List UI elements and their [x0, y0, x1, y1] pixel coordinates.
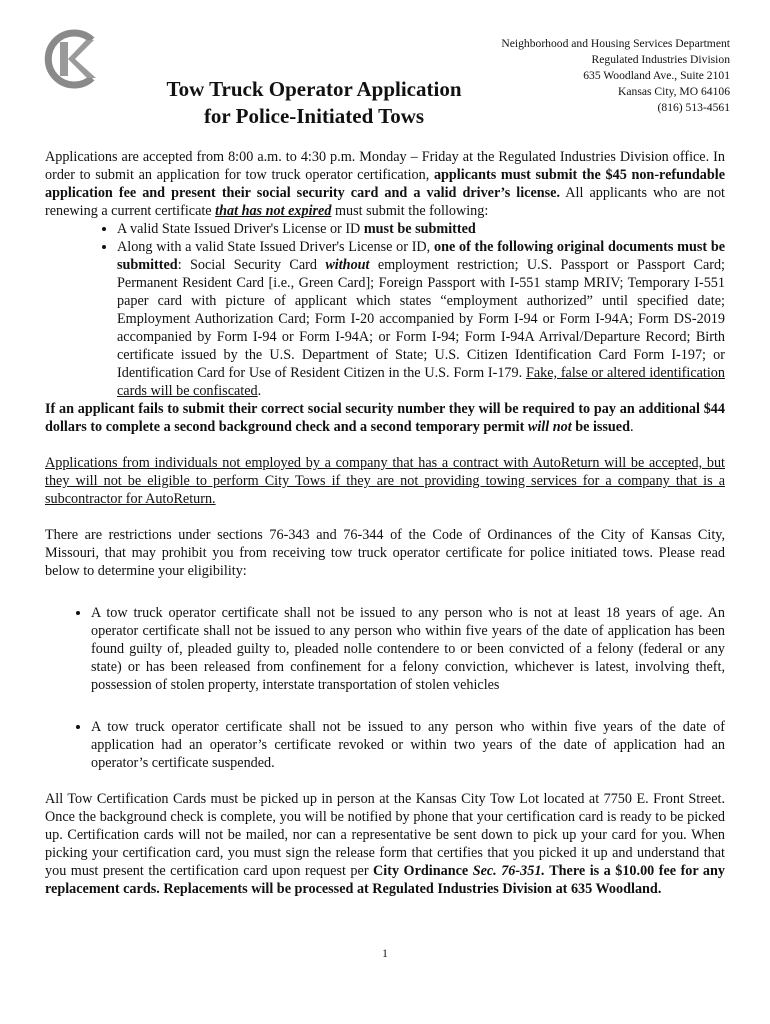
autoreturn-notice: Applications from individuals not employed by a company that has a contract with AutoReturn will be accepted, but they will not be eligible to perform City Tows if they are not providing towing services for a company that is a subcontractor for AutoReturn.	[45, 455, 725, 507]
restrictions-paragraph: There are restrictions under sections 76-343 and 76-344 of the Code of Ordinances of the City of Kansas City, Missouri, that may prohibit you from receiving tow truck operator certificate for police initiated tows. Please read below to determine your eligibility:	[45, 527, 725, 579]
item-bold: one of the following original documents must be submitted	[117, 239, 726, 273]
item-bold: must be submitted	[363, 221, 476, 237]
intro-text: must submit the following:	[331, 203, 489, 219]
kc-logo	[40, 28, 102, 90]
item-text: employment restriction; U.S. Passport or Passport Card; Permanent Resident Card [i.e., Green Card]; Foreign Passport with I-551 stamp MRIV; Temporary I-551 paper card with picture of applicant which states “employment authorized” until specified date; Employment Authorization Card; Form I-20 accompanied by Form I-94 or Form I-94A; Form DS-2019 accompanied by Form I-94 or Form I-94A; or Form I-94; Form I-94A Arrival/Departure Record; Birth certificate issued by the U.S. Department of State; U.S. Citizen Identification Card Form I-197; or Identification Card for Use of Resident Citizen in the U.S. Form I-179.	[117, 257, 725, 381]
item-underline: Fake, false or altered identification cards will be confiscated	[117, 365, 725, 399]
department-address	[501, 36, 730, 116]
intro-text: Applications are accepted from 8:00 a.m. to 4:30 p.m. Monday – Friday at the Regulated Industries Division office. In order to submit an application for tow truck operator certification,	[45, 149, 725, 183]
pickup-paragraph	[45, 790, 725, 898]
item-text: A valid State Issued Driver's License or ID	[117, 221, 364, 237]
eligibility-list	[45, 718, 725, 772]
address-line: 635 Woodland Ave., Suite 2101	[583, 69, 730, 82]
eligibility-list	[45, 604, 725, 694]
pickup-bold: There is a $10.00 fee for any replacement cards. Replacements will be processed at Regulated Industries Division at 635 Woodland.	[45, 863, 725, 897]
warning-text: .	[630, 419, 634, 435]
document-body	[45, 148, 725, 898]
list-item: • A tow truck operator certificate shall not be issued to any person who is not at least 18 years of age. An operator certificate shall not be issued to any person who within five years of the date of application has been found guilty of, pleaded guilty to, pleaded nolle contendere to or been convicted of a felony (federal or any state) or has been released from confinement for a felony conviction, whichever is latest, involving theft, possession of stolen property, interstate transportation of stolen vehicles	[91, 604, 725, 694]
title-line-2: for Police-Initiated Tows	[203, 104, 425, 128]
ssn-warning	[45, 400, 725, 436]
warning-emphasis: will not	[527, 419, 572, 435]
item-text: : Social Security Card	[177, 257, 326, 273]
pickup-text: All Tow Certification Cards must be picked up in person at the Kansas City Tow Lot located at 7750 E. Front Street. Once the background check is complete, you will be notified by phone that your certification card is ready to be picked up. Certification cards will not be mailed, nor can a representative be sent down to pick up your card for you. When picking your certification card, you must sign the release form that certifies that you picked it up and understand that you must present the certification card upon request per	[45, 791, 725, 879]
intro-emphasis: that has not expired	[215, 203, 332, 219]
id-requirements-list	[45, 220, 725, 400]
warning-bold: be issued	[571, 419, 630, 435]
address-line: Kansas City, MO 64106	[618, 85, 730, 98]
title-line-1: Tow Truck Operator Application	[166, 77, 462, 101]
item-emphasis: without	[325, 257, 370, 273]
pickup-bold: City Ordinance	[373, 863, 473, 879]
list-item	[117, 238, 725, 400]
pickup-emphasis: Sec. 76-351.	[472, 863, 545, 879]
list-item	[117, 220, 725, 238]
intro-paragraph	[45, 148, 725, 220]
item-text: .	[257, 383, 262, 399]
page-title	[120, 76, 508, 130]
kc-logo-icon	[40, 28, 102, 90]
item-text: Along with a valid State Issued Driver's License or ID,	[117, 239, 434, 255]
intro-text: All applicants who are not renewing a current certificate	[45, 185, 725, 219]
list-item: • A tow truck operator certificate shall not be issued to any person who within five years of the date of application had an operator’s certificate revoked or within two years of the date of application had an operator’s certificate suspended.	[91, 718, 725, 772]
warning-bold: If an applicant fails to submit their correct social security number they will be required to pay an additional $44 dollars to complete a second background check and a second temporary permit	[45, 401, 725, 435]
address-line: Regulated Industries Division	[591, 53, 730, 66]
page-number: 1	[382, 948, 388, 960]
intro-bold: applicants must submit the $45 non-refundable application fee and present their social security card and a valid driver’s license.	[45, 167, 726, 201]
address-line: (816) 513-4561	[657, 101, 730, 114]
address-line: Neighborhood and Housing Services Department	[501, 37, 730, 50]
